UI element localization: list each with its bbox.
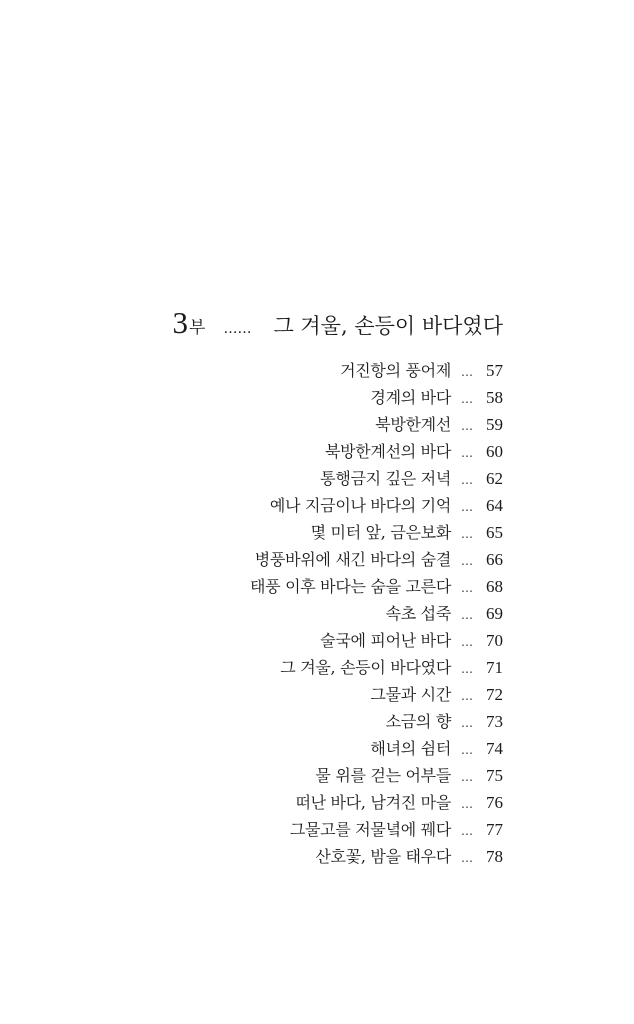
toc-page-number: 73 [486, 712, 503, 731]
toc-leader-dots: … [461, 473, 473, 487]
toc-entry[interactable] [250, 573, 503, 600]
toc-page-number: 68 [486, 577, 503, 596]
toc-entry-title: 그물고를 저물녘에 꿰다 [289, 820, 451, 839]
toc-leader-dots: … [461, 824, 473, 838]
toc-leader-dots: … [461, 365, 473, 379]
toc-entry-title: 소금의 향 [385, 712, 451, 731]
toc-leader-dots: … [461, 716, 473, 730]
toc-entry-title: 거진항의 풍어제 [340, 361, 451, 380]
toc-entry[interactable] [250, 735, 503, 762]
toc-page-number: 77 [486, 820, 503, 839]
toc-entry-title: 떠난 바다, 남겨진 마을 [295, 793, 451, 812]
toc-entry[interactable] [250, 627, 503, 654]
toc-page-number: 59 [486, 415, 503, 434]
toc-page-number: 58 [486, 388, 503, 407]
part-unit: 부 [189, 318, 206, 338]
toc-page-number: 60 [486, 442, 503, 461]
toc-leader-dots: … [461, 797, 473, 811]
toc-entry-title: 북방한계선의 바다 [324, 442, 451, 461]
toc-entry-title: 통행금지 깊은 저녁 [320, 469, 451, 488]
toc-entry[interactable] [250, 384, 503, 411]
toc-leader-dots: … [461, 419, 473, 433]
toc-entry-title: 술국에 피어난 바다 [320, 631, 451, 650]
toc-entry[interactable] [250, 708, 503, 735]
toc-leader-dots: … [461, 851, 473, 865]
toc-entry[interactable] [250, 654, 503, 681]
toc-leader-dots: … [461, 527, 473, 541]
toc-page-number: 75 [486, 766, 503, 785]
toc-entry[interactable] [250, 843, 503, 870]
toc-entry-title: 그 겨울, 손등이 바다였다 [280, 658, 451, 677]
toc-leader-dots: … [461, 554, 473, 568]
toc-entry-title: 예나 지금이나 바다의 기억 [269, 496, 451, 515]
toc-leader-dots: … [461, 392, 473, 406]
toc-page-number: 62 [486, 469, 503, 488]
toc-entry[interactable] [250, 600, 503, 627]
toc-page-number: 78 [486, 847, 503, 866]
table-of-contents [250, 357, 503, 870]
toc-leader-dots: … [461, 770, 473, 784]
toc-page-number: 57 [486, 361, 503, 380]
toc-leader-dots: … [461, 635, 473, 649]
toc-leader-dots: … [461, 446, 473, 460]
toc-entry-title: 산호꽃, 밤을 태우다 [315, 847, 451, 866]
toc-leader-dots: … [461, 608, 473, 622]
part-leader-dots: …… [223, 321, 252, 337]
toc-leader-dots: … [461, 581, 473, 595]
toc-entry[interactable] [250, 438, 503, 465]
toc-entry[interactable] [250, 546, 503, 573]
toc-entry-title: 경계의 바다 [370, 388, 451, 407]
toc-entry[interactable] [250, 357, 503, 384]
part-heading [173, 305, 504, 341]
toc-entry[interactable] [250, 411, 503, 438]
toc-entry-title: 물 위를 걷는 어부들 [315, 766, 451, 785]
toc-entry-title: 해녀의 쉼터 [370, 739, 451, 758]
part-title: 그 겨울, 손등이 바다였다 [273, 314, 503, 338]
toc-entry-title: 병풍바위에 새긴 바다의 숨결 [254, 550, 451, 569]
toc-page-number: 71 [486, 658, 503, 677]
toc-entry[interactable] [250, 789, 503, 816]
toc-entry-title: 속초 섭죽 [385, 604, 451, 623]
toc-page-number: 66 [486, 550, 503, 569]
toc-page-number: 76 [486, 793, 503, 812]
toc-page-number: 64 [486, 496, 503, 515]
toc-entry[interactable] [250, 762, 503, 789]
toc-leader-dots: … [461, 500, 473, 514]
toc-entry[interactable] [250, 465, 503, 492]
toc-page-number: 70 [486, 631, 503, 650]
toc-entry[interactable] [250, 816, 503, 843]
toc-entry-title: 태풍 이후 바다는 숨을 고른다 [249, 577, 451, 596]
toc-leader-dots: … [461, 662, 473, 676]
toc-leader-dots: … [461, 689, 473, 703]
toc-entry[interactable] [250, 492, 503, 519]
toc-page-number: 74 [486, 739, 503, 758]
toc-page-number: 65 [486, 523, 503, 542]
toc-page-number: 69 [486, 604, 503, 623]
toc-entry-title: 그물과 시간 [370, 685, 451, 704]
toc-entry-title: 몇 미터 앞, 금은보화 [310, 523, 451, 542]
toc-page-number: 72 [486, 685, 503, 704]
toc-entry[interactable] [250, 519, 503, 546]
toc-leader-dots: … [461, 743, 473, 757]
part-number: 3 [172, 305, 187, 340]
toc-entry-title: 북방한계선 [375, 415, 451, 434]
toc-entry[interactable] [250, 681, 503, 708]
